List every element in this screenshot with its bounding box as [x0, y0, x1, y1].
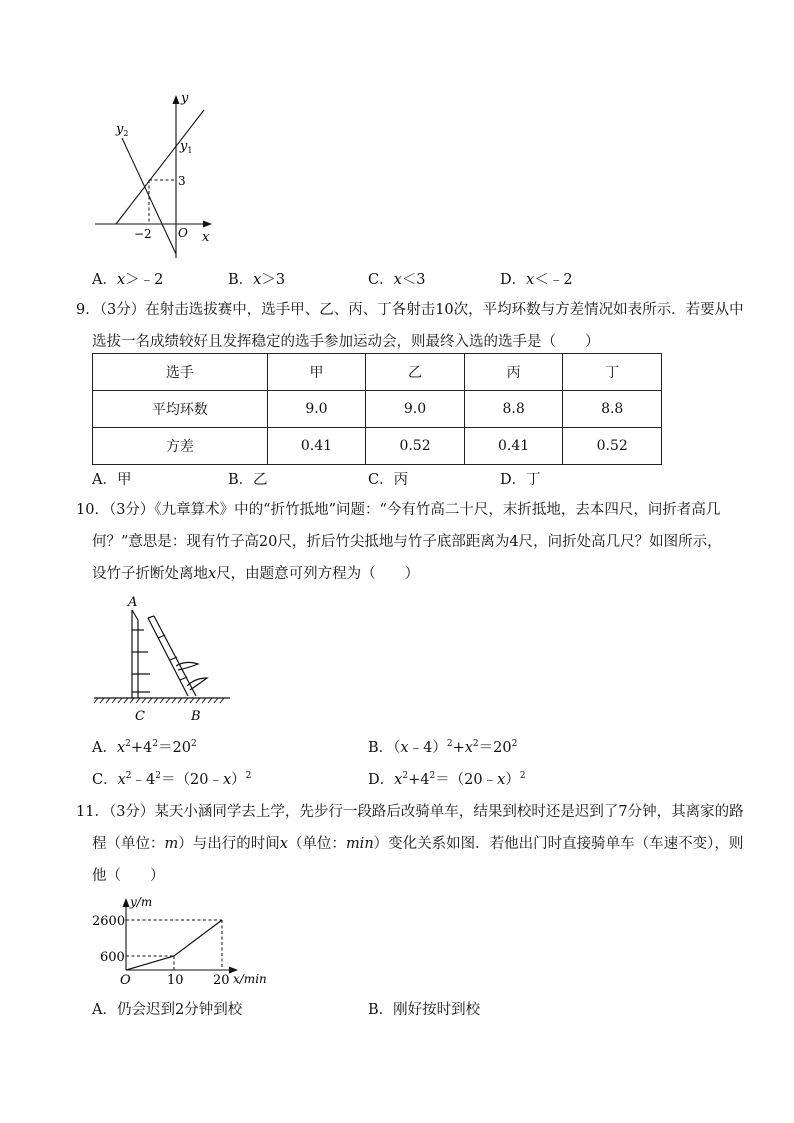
- origin-label: O: [178, 226, 188, 240]
- q9-option-c[interactable]: C．丙: [368, 472, 409, 488]
- q10-text-line3: 设竹子折断处离地x尺，由题意可列方程为（ ）: [92, 566, 420, 582]
- table-cell: 8.8: [464, 391, 563, 428]
- q9-option-a[interactable]: A．甲: [92, 472, 132, 488]
- table-row: [93, 391, 662, 428]
- q8-graph: [92, 88, 232, 260]
- table-cell: 8.8: [563, 391, 662, 428]
- q9-text-line1: 9．（3分）在射击选拔赛中，选手甲、乙、丙、丁各射击10次，平均环数与方差情况如表所示．若要从中: [76, 302, 744, 318]
- q10-text-line1: 10．（3分）《九章算术》中的“折竹抵地”问题：“今有竹高二十尺，末折抵地，去本四尺，问折者高几: [76, 502, 721, 518]
- label-c: C: [135, 709, 145, 724]
- q9-option-d[interactable]: D．丁: [500, 472, 541, 488]
- label-b: B: [191, 709, 201, 724]
- table-cell: 方差: [93, 428, 268, 465]
- y-axis-arrow: [123, 898, 130, 907]
- q8-option-c[interactable]: C．x＜3: [368, 272, 426, 288]
- line-y1: [116, 110, 204, 224]
- table-cell: 丙: [464, 354, 563, 391]
- x-axis-label: x/min: [233, 972, 267, 986]
- q10-option-b[interactable]: B．$(x﹣4)^2+x^2=20^2$: [368, 739, 518, 756]
- table-row: [93, 428, 662, 465]
- table-cell: 乙: [366, 354, 465, 391]
- table-cell: 9.0: [366, 391, 465, 428]
- q9-option-b[interactable]: B．乙: [228, 472, 268, 488]
- q10-option-d[interactable]: D．$x^2+4^2=(20﹣x)^2$: [368, 771, 526, 788]
- label-a: A: [128, 595, 138, 610]
- q8-option-b[interactable]: B．x＞3: [228, 272, 286, 288]
- q11-option-b[interactable]: B．刚好按时到校: [368, 1002, 481, 1018]
- bamboo-fallen-part: [148, 616, 207, 696]
- table-cell: 0.52: [563, 428, 662, 465]
- table-cell: 丁: [563, 354, 662, 391]
- x-tick-20: 20: [213, 973, 230, 988]
- y-axis-label: y/m: [130, 895, 153, 909]
- y-tick-2600: 2600: [92, 914, 126, 929]
- ground-hatch: [94, 698, 224, 703]
- table-cell: 9.0: [267, 391, 366, 428]
- q8-option-a[interactable]: A．x＞﹣2: [92, 272, 164, 288]
- q10-option-a[interactable]: A．$x^2+4^2=20^2$: [92, 739, 197, 756]
- label-y2: $y_2$: [116, 122, 129, 138]
- x-axis-label: x: [202, 230, 210, 245]
- table-cell: 0.41: [267, 428, 366, 465]
- table-cell: 甲: [267, 354, 366, 391]
- y-axis-label: y: [181, 91, 189, 106]
- q9-text-line2: 选拔一名成绩较好且发挥稳定的选手参加运动会，则最终入选的选手是（ ）: [92, 334, 600, 350]
- q10-option-c[interactable]: C．$x^2﹣4^2=(20﹣x)^2$: [92, 771, 252, 788]
- q11-option-a[interactable]: A．仍会迟到2分钟到校: [92, 1002, 243, 1018]
- x-axis-arrow: [203, 221, 212, 228]
- bamboo-stump: [132, 610, 150, 698]
- table-cell: 0.41: [464, 428, 563, 465]
- q8-option-d[interactable]: D．x＜﹣2: [500, 272, 573, 288]
- y-tick-600: 600: [100, 950, 125, 965]
- table-cell: 选手: [93, 354, 268, 391]
- tick-y-3: 3: [178, 174, 186, 188]
- table-cell: 0.52: [366, 428, 465, 465]
- q11-text-line3: 他（ ）: [92, 868, 165, 884]
- table-cell: 平均环数: [93, 391, 268, 428]
- q9-score-table: [92, 353, 662, 465]
- y-axis-arrow: [173, 95, 180, 104]
- origin-label: O: [120, 973, 131, 988]
- table-row: [93, 354, 662, 391]
- q11-distance-time-graph: [92, 890, 282, 990]
- q10-bamboo-figure: [92, 592, 232, 724]
- q11-text-line2: 程（单位：m）与出行的时间x（单位：min）变化关系如图．若他出门时直接骑单车（车速不变），则: [92, 836, 744, 852]
- tick-x-neg2: −2: [134, 227, 152, 241]
- x-tick-10: 10: [167, 973, 184, 988]
- q10-text-line2: 何？”意思是：现有竹子高20尺，折后竹尖抵地与竹子底部距离为4尺，问折处高几尺？如图所示，: [92, 534, 722, 550]
- q11-text-line1: 11．（3分）某天小涵同学去上学，先步行一段路后改骑单车，结果到校时还是迟到了7分钟，其离家的路: [76, 804, 744, 820]
- label-y1: $y_1$: [180, 139, 193, 155]
